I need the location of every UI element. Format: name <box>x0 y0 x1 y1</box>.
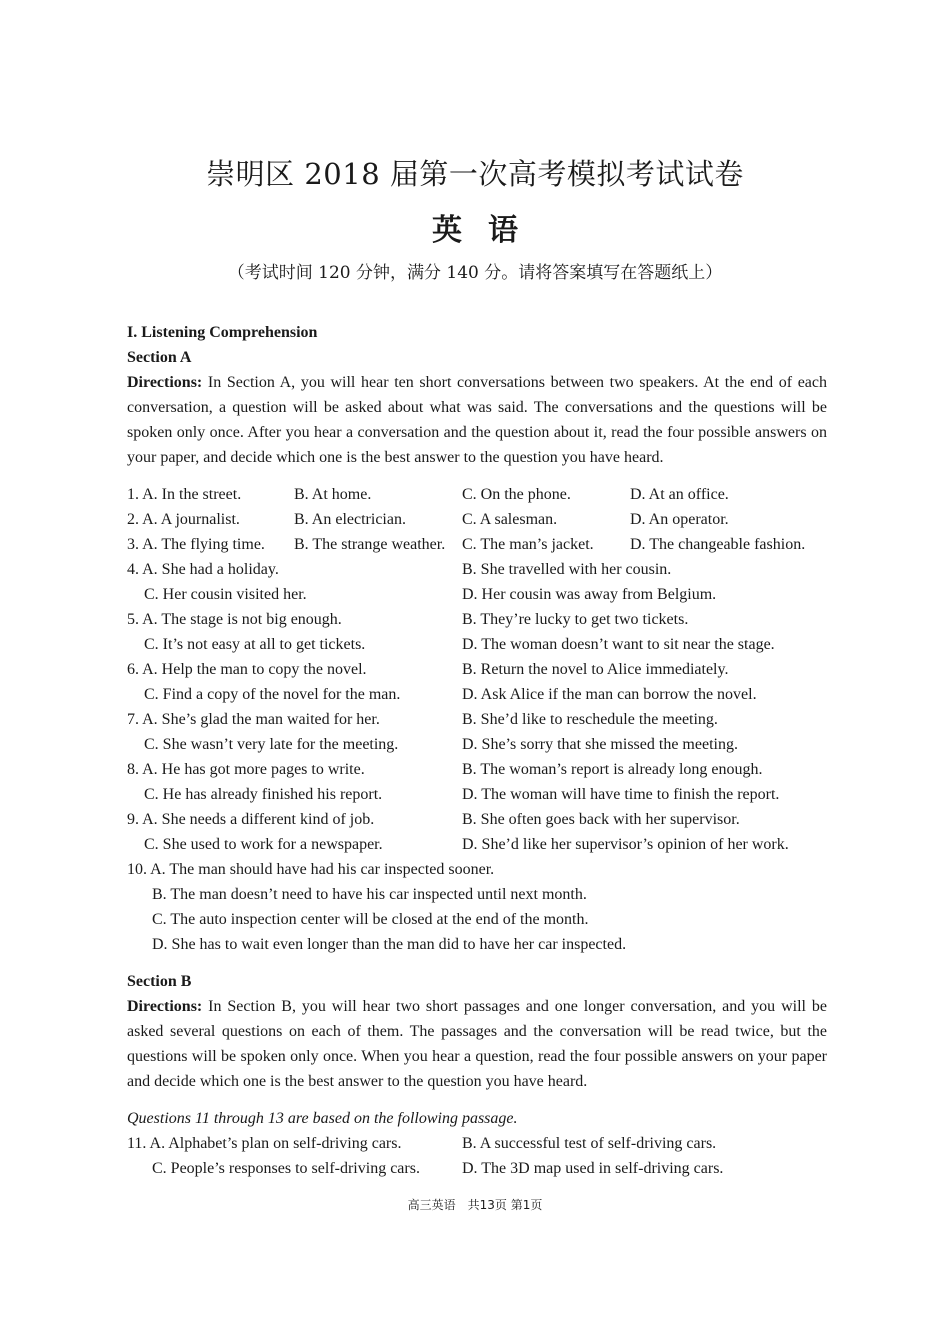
option: D. The woman will have time to finish the report. <box>462 786 780 803</box>
option: B. They’re lucky to get two tickets. <box>462 611 689 628</box>
subject-title: 英语 <box>432 213 544 248</box>
exam-content <box>127 320 827 1181</box>
option: 9. A. She needs a different kind of job. <box>127 811 375 828</box>
option: C. She wasn’t very late for the meeting. <box>144 736 399 753</box>
question-8-cont <box>127 782 827 807</box>
option: 4. A. She had a holiday. <box>127 561 279 578</box>
option: D. She has to wait even longer than the man did to have her car inspected. <box>152 936 627 953</box>
option: D. An operator. <box>630 511 729 528</box>
question-5-cont <box>127 632 827 657</box>
question-9 <box>127 807 827 832</box>
question-11-cont <box>127 1156 827 1181</box>
question-4-cont <box>127 582 827 607</box>
option: D. She’s sorry that she missed the meeting. <box>462 736 738 753</box>
option: C. Find a copy of the novel for the man. <box>144 686 401 703</box>
option: B. The man doesn’t need to have his car inspected until next month. <box>152 886 587 903</box>
page-footer: 高三英语 共13页 第1页 <box>407 1198 543 1212</box>
option: C. A salesman. <box>462 511 558 528</box>
section-a-heading: Section A <box>127 349 192 366</box>
question-8 <box>127 757 827 782</box>
option: B. She often goes back with her supervisor. <box>462 811 740 828</box>
option: B. At home. <box>294 486 372 503</box>
option: B. The woman’s report is already long enough. <box>462 761 763 778</box>
passage-note: Questions 11 through 13 are based on the following passage. <box>127 1110 518 1127</box>
question-10-d <box>127 932 827 957</box>
question-2 <box>127 507 827 532</box>
question-3 <box>127 532 827 557</box>
option: B. Return the novel to Alice immediately. <box>462 661 729 678</box>
option: 2. A. A journalist. <box>127 511 240 528</box>
option: D. The 3D map used in self-driving cars. <box>462 1160 724 1177</box>
option: 7. A. She’s glad the man waited for her. <box>127 711 380 728</box>
exam-title: 崇明区 2018 届第一次高考模拟考试试卷 <box>206 157 744 191</box>
option: 5. A. The stage is not big enough. <box>127 611 342 628</box>
section-b-heading: Section B <box>127 973 192 990</box>
exam-note: （考试时间 120 分钟，满分 140 分。请将答案填写在答题纸上） <box>227 263 723 283</box>
option: D. Her cousin was away from Belgium. <box>462 586 717 603</box>
section-b-directions <box>127 994 827 1094</box>
question-7 <box>127 707 827 732</box>
option: B. The strange weather. <box>294 536 446 553</box>
option: 8. A. He has got more pages to write. <box>127 761 365 778</box>
directions-text: In Section A, you will hear ten short conversations between two speakers. At the end of each conversation, a question will be asked about what was said. The conversations and the questions will be spoken only once. After you hear a conversation and the question about it, read the four possible answers on your paper, and decide which one is the best answer to the question you have heard. <box>127 374 827 466</box>
question-6 <box>127 657 827 682</box>
option: C. On the phone. <box>462 486 571 503</box>
option: C. People’s responses to self-driving cars. <box>152 1160 420 1177</box>
option: C. Her cousin visited her. <box>144 586 307 603</box>
option: C. He has already finished his report. <box>144 786 383 803</box>
question-10 <box>127 857 827 882</box>
part-heading: I. Listening Comprehension <box>127 324 318 341</box>
option: D. The woman doesn’t want to sit near the stage. <box>462 636 775 653</box>
directions-label: Directions: <box>127 998 203 1015</box>
option: C. The man’s jacket. <box>462 536 594 553</box>
directions-text: In Section B, you will hear two short passages and one longer conversation, and you will be asked several questions on each of them. The passages and the conversation will be read twice, but the questions will be spoken only once. When you hear a question, read the four possible answers on your paper and decide which one is the best answer to the question you have heard. <box>127 998 827 1090</box>
option: C. The auto inspection center will be closed at the end of the month. <box>152 911 589 928</box>
option: 1. A. In the street. <box>127 486 242 503</box>
question-5 <box>127 607 827 632</box>
directions-label: Directions: <box>127 374 203 391</box>
option: D. Ask Alice if the man can borrow the novel. <box>462 686 757 703</box>
option: C. It’s not easy at all to get tickets. <box>144 636 366 653</box>
option: B. She travelled with her cousin. <box>462 561 672 578</box>
question-1 <box>127 482 827 507</box>
option: B. She’d like to reschedule the meeting. <box>462 711 718 728</box>
question-7-cont <box>127 732 827 757</box>
option: B. A successful test of self-driving cars. <box>462 1135 717 1152</box>
question-10-b <box>127 882 827 907</box>
option: D. At an office. <box>630 486 729 503</box>
option: C. She used to work for a newspaper. <box>144 836 383 853</box>
option: 6. A. Help the man to copy the novel. <box>127 661 367 678</box>
question-9-cont <box>127 832 827 857</box>
question-4 <box>127 557 827 582</box>
option: B. An electrician. <box>294 511 406 528</box>
question-11 <box>127 1131 827 1156</box>
section-a-directions <box>127 370 827 470</box>
option: 11. A. Alphabet’s plan on self-driving cars. <box>127 1135 402 1152</box>
option: D. She’d like her supervisor’s opinion of her work. <box>462 836 789 853</box>
option: 3. A. The flying time. <box>127 536 265 553</box>
option: 10. A. The man should have had his car inspected sooner. <box>127 861 495 878</box>
question-10-c <box>127 907 827 932</box>
question-6-cont <box>127 682 827 707</box>
option: D. The changeable fashion. <box>630 536 806 553</box>
